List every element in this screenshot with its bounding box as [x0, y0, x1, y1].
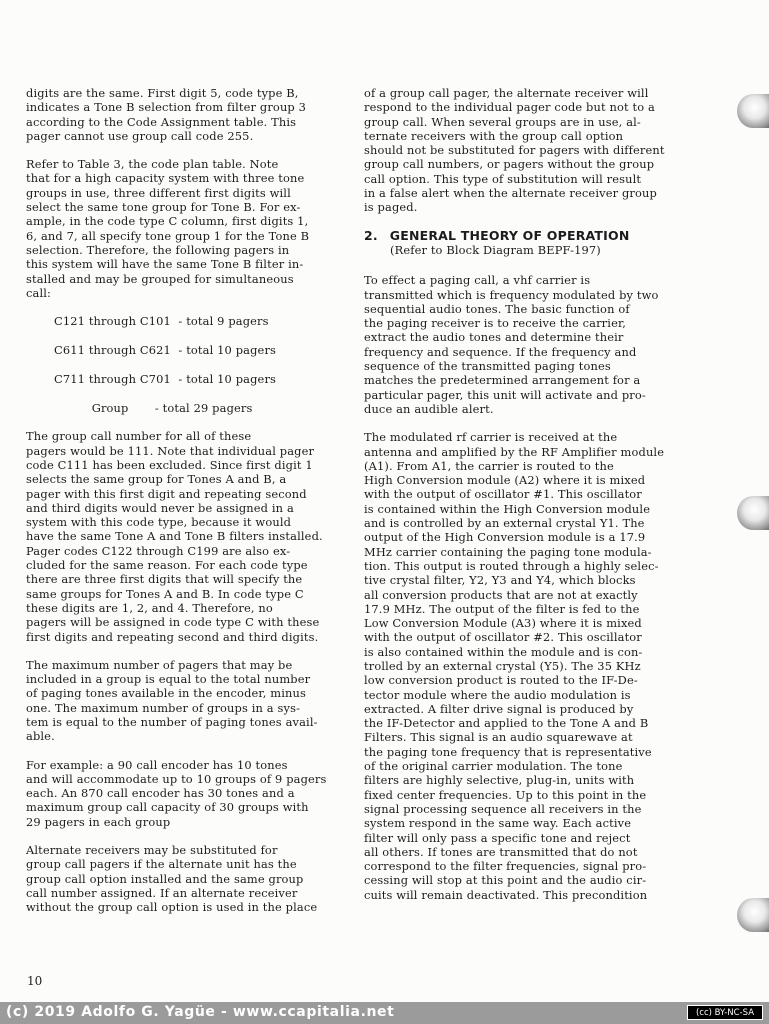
left-column	[26, 86, 332, 929]
binder-hole-icon	[737, 898, 769, 932]
paragraph: Alternate receivers may be substituted for group call pagers if the alternate unit has the group call option installed and the same group call number assigned. If an alternate receiver without the group call option is used in the place	[26, 843, 318, 915]
list-item: Group - total 29 pagers	[54, 400, 253, 415]
footer-bar	[0, 1002, 769, 1024]
binder-hole-icon	[737, 94, 769, 128]
paragraph: of a group call pager, the alternate receiver will respond to the individual pager code but not to a group call. When several groups are in use, al- ternate receivers with the group call option should not be substituted for pagers with different group call numbers, or pagers without the group call option. This type of substitution will result in a false alert when the alternate receiver group is paged.	[364, 86, 665, 215]
list-item: C611 through C621 - total 10 pagers	[54, 342, 277, 357]
paragraph: Refer to Table 3, the code plan table. Note that for a high capacity system with three tone groups in use, three different first digits will select the same tone group for Tone B. For ex- ample, in the code type C column, first digits 1, 6, and 7, all specify tone group 1 for the Tone B selection. Therefore, the following pagers in this system will have the same Tone B filter in- stalled and may be grouped for simultaneous call:	[26, 157, 310, 300]
list-item: C121 through C101 - total 9 pagers	[54, 314, 269, 329]
pager-group-list	[54, 314, 332, 415]
list-item: C711 through C701 - total 10 pagers	[54, 371, 277, 386]
paragraph: digits are the same. First digit 5, code type B, indicates a Tone B selection from filter group 3 according to the Code Assignment table. This pager cannot use group call code 255.	[26, 86, 307, 143]
section-heading	[364, 229, 682, 258]
paragraph: The group call number for all of these pagers would be 111. Note that individual pager code C111 has been excluded. Since first digit 1 selects the same group for Tones A and B, a pager with this first digit and repeating second and third digits would never be assigned in a system with this code type, because it would have the same Tone A and Tone B filters installed. Pager codes C122 through C199 are also ex- cluded for the same reason. For each code type there are three first digits that will specify the same groups for Tones A and B. In code type C these digits are 1, 2, and 4. Therefore, no pagers will be assigned in code type C with these first digits and repeating second and third digits.	[26, 429, 323, 644]
section-number: 2.	[364, 227, 378, 243]
binder-hole-icon	[737, 496, 769, 530]
paragraph: The modulated rf carrier is received at the antenna and amplified by the RF Amplifier module (A1). From A1, the carrier is routed to the High Conversion module (A2) where it is mixed with the output of oscillator #1. This oscillator is contained within the High Conversion module and is controlled by an external crystal Y1. The output of the High Conversion module is a 17.9 MHz carrier containing the paging tone modula- tion. This output is routed through a highly selec- tive crystal filter, Y2, Y3 and Y4, which blocks all conversion products that are not at exactly 17.9 MHz. The output of the filter is fed to the Low Conversion Module (A3) where it is mixed with the output of oscillator #2. This oscillator is also contained within the module and is con- trolled by an external crystal (Y5). The 35 KHz low conversion product is routed to the IF-De- tector module where the audio modulation is extracted. A filter drive signal is produced by the IF-Detector and applied to the Tone A and B Filters. This signal is an audio squarewave at the paging tone frequency that is representative of the original carrier modulation. The tone filters are highly selective, plug-in, units with fixed center frequencies. Up to this point in the signal processing sequence all receivers in the system respond in the same way. Each active filter will only pass a specific tone and reject all others. If tones are transmitted that do not correspond to the filter frequencies, signal pro- cessing will stop at this point and the audio cir- cuits will remain deactivated. This precondition	[364, 430, 665, 902]
section-title: GENERAL THEORY OF OPERATION	[389, 227, 630, 243]
paragraph: To effect a paging call, a vhf carrier is transmitted which is frequency modulated by two sequential audio tones. The basic function of the paging receiver is to receive the carrier, extract the audio tones and determine their frequency and sequence. If the frequency and sequence of the transmitted paging tones matches the predetermined arrangement for a particular pager, this unit will activate and pro- duce an audible alert.	[364, 273, 659, 416]
paragraph: For example: a 90 call encoder has 10 tones and will accommodate up to 10 groups of 9 pagers each. An 870 call encoder has 30 tones and a maximum group call capacity of 30 groups with 29 pagers in each group	[26, 757, 327, 829]
license-badge: (cc) BY-NC-SA	[687, 1005, 763, 1020]
section-subtitle: (Refer to Block Diagram BEPF-197)	[390, 242, 601, 257]
page-number: 10	[27, 974, 43, 988]
right-column	[364, 86, 682, 916]
paragraph: The maximum number of pagers that may be included in a group is equal to the total number of paging tones available in the encoder, minus one. The maximum number of groups in a sys- tem is equal to the number of paging tones avail- able.	[26, 657, 318, 744]
copyright-text: (c) 2019 Adolfo G. Yagüe - www.ccapitalia.net	[6, 1004, 395, 1020]
